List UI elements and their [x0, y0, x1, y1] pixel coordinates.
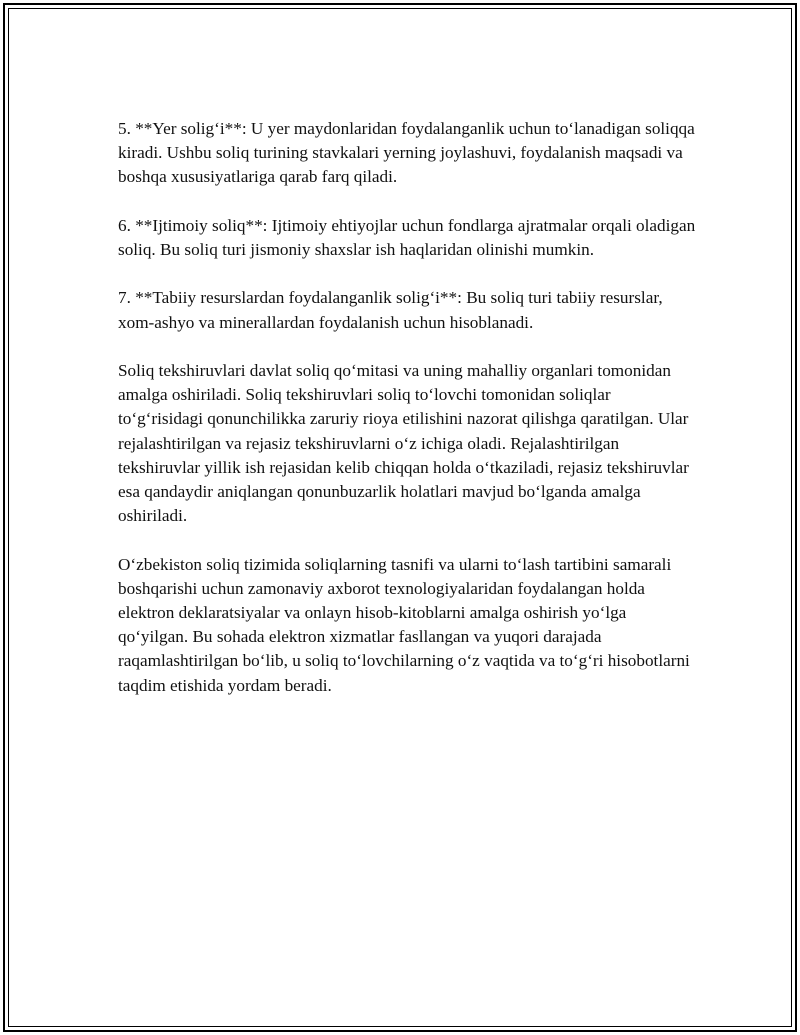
paragraph-social-tax: 6. **Ijtimoiy soliq**: Ijtimoiy ehtiyojlar uchun fondlarga ajratmalar orqali oladigan soliq. Bu soliq turi jismoniy shaxslar ish haqlaridan olinishi mumkin. — [118, 215, 696, 259]
paragraph-land-tax: 5. **Yer solig‘i**: U yer maydonlaridan foydalanganlik uchun to‘lanadigan soliqqa kiradi. Ushbu soliq turining stavkalari yerning joylashuvi, foydalanish maqsadi va boshqa xususiyatlariga qarab farq qiladi. — [118, 119, 695, 187]
document-body — [118, 117, 698, 722]
paragraph-electronic-services: O‘zbekiston soliq tizimida soliqlarning tasnifi va ularni to‘lash tartibini samarali boshqarishi uchun zamonaviy axborot texnologiyalaridan foydalangan holda elektron deklaratsiyalar va onlayn hisob-kitoblarni amalga oshirish yo‘lga qo‘yilgan. Bu sohada elektron xizmatlar fasllangan va yuqori darajada raqamlashtirilgan bo‘lib, u soliq to‘lovchilarning o‘z vaqtida va to‘g‘ri hisobotlarni taqdim etishida yordam beradi. — [118, 554, 690, 695]
paragraph-tax-audits: Soliq tekshiruvlari davlat soliq qo‘mitasi va uning mahalliy organlari tomonidan amalga oshiriladi. Soliq tekshiruvlari soliq to‘lovchi tomonidan soliqlar to‘g‘risidagi qonunchilikka zaruriy rioya etilishini nazorat qilishga qaratilgan. Ular rejalashtirilgan va rejasiz tekshiruvlarni o‘z ichiga oladi. Rejalashtirilgan tekshiruvlar yillik ish rejasidan kelib chiqqan holda o‘tkaziladi, rejasiz tekshiruvlar esa qandaydir aniqlangan qonunbuzarlik holatlari mavjud bo‘lganda amalga oshiriladi. — [118, 360, 689, 526]
paragraph-natural-resources-tax: 7. **Tabiiy resurslardan foydalanganlik solig‘i**: Bu soliq turi tabiiy resurslar, xom-ashyo va minerallardan foydalanish uchun hisoblanadi. — [118, 288, 663, 332]
